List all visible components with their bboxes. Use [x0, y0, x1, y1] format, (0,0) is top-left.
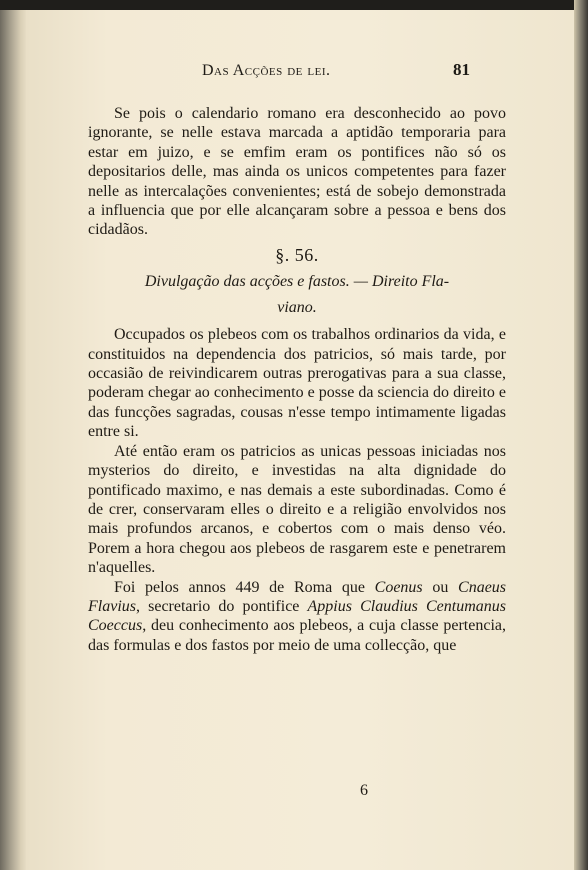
paragraph-4-text-2: ou — [422, 578, 459, 596]
paragraph-1: Se pois o calendario romano era desconhecido ao povo ignorante, se nelle estava marcada a aptidão temporaria para estar em juizo, e se emfim eram os pontifices não só os depositarios delle, mas ainda os unicos competentes para fazer nelle as intercalações convenientes; está de sobejo demonstrada a influencia que por elle alcançaram sobre a pessoa e bens dos cidadãos. — [88, 105, 506, 239]
person-name-appius-claudius: Appius Claudius Centumanus Coeccus — [88, 597, 507, 635]
paragraph-3: Até então eram os patricios as unicas pessoas iniciadas nos mysterios do direito, e investidas na alta dignidade do pontificado maximo, e nas demais a este subordinadas. Como é de crer, conservaram elles o direito e a religião envolvidos nos mais profundos arcanos, e cobertos com o mais denso véo. Porem a hora chegou aos plebeos de rasgarem este e penetrarem n'aquelles. — [88, 442, 506, 577]
binding-shadow — [0, 10, 26, 870]
book-page — [26, 10, 574, 870]
body-text — [88, 104, 506, 655]
paragraph-4 — [88, 578, 506, 656]
page-number: 81 — [453, 60, 470, 79]
person-name-coenus: Coenus — [374, 578, 423, 596]
paragraph-2: Occupados os plebeos com os trabalhos ordinarios da vida, e constituidos na dependencia dos patricios, só mais tarde, por occasião de reivindicarem outras prerogativas para a sua classe, poderam chegar ao conhecimento e posse da sciencia do direito e das funcções sagradas, cousas n'esse tempo intimamente ligadas entre si. — [88, 326, 506, 441]
scan-top-edge — [0, 0, 588, 10]
scan-right-edge — [574, 0, 588, 870]
section-title-line-2: viano. — [277, 299, 317, 317]
paragraph-4-text-3: , secretario do pontifice — [136, 597, 308, 615]
paragraph-4-text-1: Foi pelos annos 449 de Roma que — [114, 578, 375, 596]
paragraph-4-text-4: , deu conhecimento aos plebeos, a cuja classe pertencia, das formulas e dos fastos por meio de uma collecção, que — [88, 617, 506, 654]
signature-mark: 6 — [360, 782, 368, 799]
running-head — [26, 62, 574, 86]
section-number: §. 56. — [275, 244, 319, 265]
running-head-title: Das Acções de lei. — [202, 62, 331, 79]
person-name-cnaeus-flavius: Cnaeus Flavius — [88, 578, 507, 615]
section-title — [88, 269, 506, 321]
section-title-line-1: Divulgação das acções e fastos. — Direito Fla- — [144, 273, 450, 291]
